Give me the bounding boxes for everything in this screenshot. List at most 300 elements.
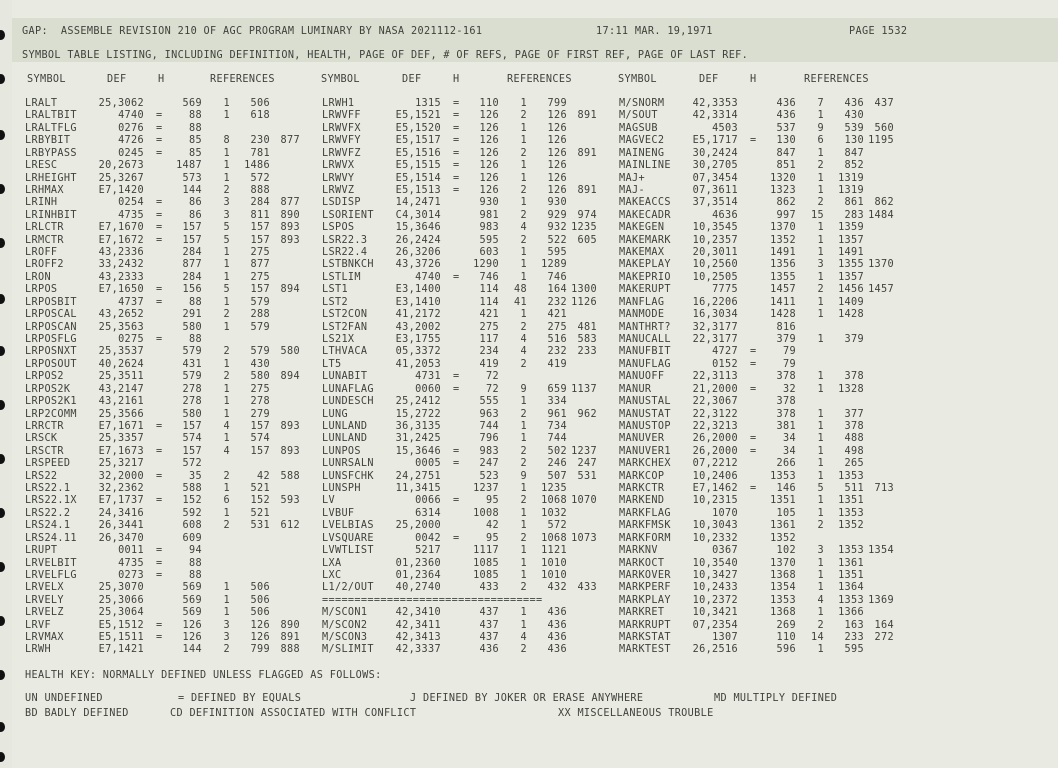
health-key-title: HEALTH KEY: NORMALLY DEFINED UNLESS FLAGGED AS FOLLOWS: — [25, 670, 382, 681]
table-row — [0, 545, 1058, 557]
health-flag: = — [453, 110, 460, 122]
first-ref-page: 929 — [547, 209, 567, 221]
table-row — [0, 173, 1058, 185]
ref-count: 41 — [514, 296, 527, 308]
health-flag: = — [156, 495, 163, 507]
table-row — [0, 135, 1058, 147]
def-page: 847 — [776, 147, 796, 159]
symbol-name: MARKPERF — [619, 582, 671, 594]
health-key-xx: XX MISCELLANEOUS TROUBLE — [558, 708, 714, 719]
definition-value: 07,2354 — [692, 619, 738, 631]
def-page: 1355 — [770, 271, 796, 283]
ref-count: 1 — [817, 110, 824, 122]
symbol-name: MARKFLAG — [619, 507, 671, 519]
ref-count: 1 — [520, 483, 527, 495]
ref-count: 1 — [817, 147, 824, 159]
first-ref-page: 157 — [250, 234, 270, 246]
col-symbol-header: SYMBOL — [27, 74, 66, 85]
health-key-un: UN UNDEFINED — [25, 693, 103, 704]
first-ref-page: 507 — [547, 470, 567, 482]
last-ref-page: 893 — [280, 234, 300, 246]
first-ref-page: 157 — [250, 445, 270, 457]
ref-count: 1 — [817, 607, 824, 619]
health-flag: = — [750, 433, 757, 445]
ref-count: 2 — [223, 470, 230, 482]
symbol-name: LRPOS2 — [25, 371, 64, 383]
table-row — [0, 471, 1058, 483]
symbol-name: MARKCTR — [619, 483, 665, 495]
health-flag: = — [156, 135, 163, 147]
definition-value: 4737 — [118, 296, 144, 308]
symbol-name: LRPOSFLG — [25, 333, 77, 345]
health-key-equals: = DEFINED BY EQUALS — [178, 693, 302, 704]
first-ref-page: 164 — [547, 284, 567, 296]
first-ref-page: 1353 — [838, 470, 864, 482]
symbol-name: MAINENG — [619, 147, 665, 159]
first-ref-page: 1359 — [838, 222, 864, 234]
first-ref-page: 1355 — [838, 259, 864, 271]
first-ref-page: 847 — [844, 147, 864, 159]
first-ref-page: 42 — [257, 470, 270, 482]
first-ref-page: 1353 — [838, 507, 864, 519]
ref-count: 1 — [223, 110, 230, 122]
symbol-name: LUNPOS — [322, 445, 361, 457]
def-page: 437 — [479, 632, 499, 644]
def-page: 72 — [486, 371, 499, 383]
def-page: 555 — [479, 396, 499, 408]
first-ref-page: 275 — [250, 271, 270, 283]
def-page: 1491 — [770, 247, 796, 259]
first-ref-page: 126 — [547, 110, 567, 122]
last-ref-page: 893 — [280, 445, 300, 457]
last-ref-page: 593 — [280, 495, 300, 507]
first-ref-page: 130 — [844, 135, 864, 147]
ref-count: 1 — [223, 594, 230, 606]
def-page: 603 — [479, 247, 499, 259]
definition-value: 25,3070 — [98, 582, 144, 594]
symbol-name: MAINLINE — [619, 160, 671, 172]
ref-count: 1 — [520, 507, 527, 519]
symbol-name: LROFF — [25, 247, 58, 259]
def-page: 981 — [479, 209, 499, 221]
symbol-name: LVBUF — [322, 507, 355, 519]
ref-count: 1 — [223, 160, 230, 172]
health-flag: = — [453, 271, 460, 283]
def-page: 816 — [776, 321, 796, 333]
def-page: 851 — [776, 160, 796, 172]
def-page: 152 — [182, 495, 202, 507]
symbol-name: LRHMAX — [25, 184, 64, 196]
ref-count: 1 — [817, 433, 824, 445]
first-ref-page: 279 — [250, 408, 270, 420]
definition-value: E7,1670 — [98, 222, 144, 234]
def-page: 431 — [182, 358, 202, 370]
col-references-header: REFERENCES — [210, 74, 275, 85]
ref-count: 1 — [520, 607, 527, 619]
symbol-name: LSTBNKCH — [322, 259, 374, 271]
first-ref-page: 419 — [547, 358, 567, 370]
first-ref-page: 579 — [250, 321, 270, 333]
last-ref-page: 1457 — [868, 284, 894, 296]
definition-value: 4731 — [415, 371, 441, 383]
symbol-name: LST1 — [322, 284, 348, 296]
first-ref-page: 265 — [844, 458, 864, 470]
ref-count: 1 — [223, 147, 230, 159]
last-ref-page: 893 — [280, 222, 300, 234]
symbol-name: MAGVEC2 — [619, 135, 665, 147]
last-ref-page: 272 — [874, 632, 894, 644]
def-page: 146 — [776, 483, 796, 495]
ref-count: 1 — [223, 321, 230, 333]
first-ref-page: 734 — [547, 420, 567, 432]
listing-datetime: 17:11 MAR. 19,1971 — [596, 26, 713, 37]
table-row — [0, 259, 1058, 271]
symbol-name: LRWVZ — [322, 184, 355, 196]
ref-count: 2 — [520, 209, 527, 221]
first-ref-page: 278 — [250, 396, 270, 408]
first-ref-page: 436 — [547, 632, 567, 644]
ref-count: 1 — [520, 557, 527, 569]
last-ref-page: 893 — [280, 420, 300, 432]
first-ref-page: 1068 — [541, 532, 567, 544]
definition-value: 10,2332 — [692, 532, 738, 544]
ref-count: 1 — [223, 271, 230, 283]
definition-value: 22,3113 — [692, 371, 738, 383]
def-page: 126 — [479, 172, 499, 184]
definition-value: E7,1650 — [98, 284, 144, 296]
symbol-name: LRUPT — [25, 545, 58, 557]
health-flag: = — [453, 371, 460, 383]
first-ref-page: 232 — [547, 296, 567, 308]
symbol-name: MARKOVER — [619, 569, 671, 581]
definition-value: 0275 — [118, 333, 144, 345]
def-page: 1085 — [473, 557, 499, 569]
health-flag: = — [453, 160, 460, 172]
health-flag: = — [156, 632, 163, 644]
definition-value: E5,1515 — [395, 160, 441, 172]
first-ref-page: 1010 — [541, 557, 567, 569]
symbol-name: LRS22.1X — [25, 495, 77, 507]
symbol-name: LSTLIM — [322, 271, 361, 283]
ref-count: 1 — [520, 433, 527, 445]
symbol-name: M/SCON2 — [322, 619, 368, 631]
last-ref-page: 1137 — [571, 383, 597, 395]
ref-count: 1 — [817, 296, 824, 308]
def-page: 144 — [182, 644, 202, 656]
ref-count: 5 — [223, 284, 230, 296]
col-health-header: H — [158, 74, 165, 85]
symbol-name: LRWH1 — [322, 98, 355, 109]
definition-value: 25,3511 — [98, 371, 144, 383]
ref-count: 5 — [817, 483, 824, 495]
health-flag: = — [156, 545, 163, 557]
last-ref-page: 1484 — [868, 209, 894, 221]
definition-value: 07,2212 — [692, 458, 738, 470]
first-ref-page: 126 — [547, 135, 567, 147]
definition-value: 5217 — [415, 545, 441, 557]
table-row — [0, 98, 1058, 110]
definition-value: 4726 — [118, 135, 144, 147]
def-page: 1411 — [770, 296, 796, 308]
first-ref-page: 659 — [547, 383, 567, 395]
ref-count: 2 — [817, 197, 824, 209]
ref-count: 5 — [223, 222, 230, 234]
definition-value: 4735 — [118, 209, 144, 221]
def-page: 117 — [479, 333, 499, 345]
first-ref-page: 516 — [547, 333, 567, 345]
first-ref-page: 1486 — [244, 160, 270, 172]
definition-value: 0005 — [415, 458, 441, 470]
first-ref-page: 1456 — [838, 284, 864, 296]
def-page: 1008 — [473, 507, 499, 519]
def-page: 34 — [783, 445, 796, 457]
table-row — [0, 421, 1058, 433]
definition-value: 22,3067 — [692, 396, 738, 408]
first-ref-page: 152 — [250, 495, 270, 507]
symbol-name: M/SOUT — [619, 110, 658, 122]
def-page: 86 — [189, 197, 202, 209]
symbol-name: LRESC — [25, 160, 58, 172]
ref-count: 4 — [223, 445, 230, 457]
definition-value: 25,2412 — [395, 396, 441, 408]
def-page: 1361 — [770, 520, 796, 532]
table-row — [0, 309, 1058, 321]
ref-count: 1 — [817, 557, 824, 569]
def-page: 378 — [776, 371, 796, 383]
symbol-name: LUNSFCHK — [322, 470, 374, 482]
def-page: 32 — [783, 383, 796, 395]
def-page: 144 — [182, 184, 202, 196]
last-ref-page: 962 — [577, 408, 597, 420]
ref-count: 2 — [817, 284, 824, 296]
ref-count: 1 — [817, 383, 824, 395]
last-ref-page: 713 — [874, 483, 894, 495]
definition-value: 43,2161 — [98, 396, 144, 408]
def-page: 88 — [189, 296, 202, 308]
ref-count: 2 — [520, 184, 527, 196]
symbol-name: LRMCTR — [25, 234, 64, 246]
def-page: 580 — [182, 321, 202, 333]
def-page: 278 — [182, 383, 202, 395]
def-page: 1085 — [473, 569, 499, 581]
definition-value: 30,2705 — [692, 160, 738, 172]
definition-value: 4740 — [415, 271, 441, 283]
first-ref-page: 502 — [547, 445, 567, 457]
ref-count: 1 — [817, 333, 824, 345]
first-ref-page: 436 — [547, 644, 567, 656]
first-ref-page: 378 — [844, 420, 864, 432]
last-ref-page: 531 — [577, 470, 597, 482]
table-row — [0, 384, 1058, 396]
health-flag: = — [750, 135, 757, 147]
last-ref-page: 877 — [280, 197, 300, 209]
definition-value: 26,2516 — [692, 644, 738, 656]
def-page: 569 — [182, 582, 202, 594]
def-page: 437 — [479, 607, 499, 619]
symbol-name: MAKERUPT — [619, 284, 671, 296]
symbol-name: MARKEND — [619, 495, 665, 507]
definition-value: 0011 — [118, 545, 144, 557]
definition-value: 4636 — [712, 209, 738, 221]
definition-value: 32,2362 — [98, 483, 144, 495]
health-flag: = — [156, 222, 163, 234]
definition-value: 25,3217 — [98, 458, 144, 470]
def-page: 94 — [189, 545, 202, 557]
definition-value: 16,3034 — [692, 309, 738, 321]
symbol-name: LRWH — [25, 644, 51, 656]
health-flag: = — [453, 495, 460, 507]
def-page: 437 — [479, 619, 499, 631]
definition-value: 10,3540 — [692, 557, 738, 569]
ref-count: 1 — [520, 98, 527, 109]
ref-count: 4 — [817, 594, 824, 606]
health-flag: = — [750, 358, 757, 370]
definition-value: E7,1420 — [98, 184, 144, 196]
symbol-name: LRVELBIT — [25, 557, 77, 569]
ref-count: 1 — [520, 271, 527, 283]
definition-value: 32,3177 — [692, 321, 738, 333]
ref-count: 4 — [223, 420, 230, 432]
health-flag: = — [156, 445, 163, 457]
ref-count: 3 — [223, 209, 230, 221]
health-flag: = — [453, 122, 460, 134]
table-row — [0, 322, 1058, 334]
last-ref-page: 891 — [577, 110, 597, 122]
ref-count: 2 — [223, 520, 230, 532]
def-page: 1320 — [770, 172, 796, 184]
first-ref-page: 1032 — [541, 507, 567, 519]
definition-value: 01,2364 — [395, 569, 441, 581]
def-page: 436 — [776, 98, 796, 109]
symbol-name: LRALT — [25, 98, 58, 109]
def-page: 157 — [182, 234, 202, 246]
definition-value: 14,2471 — [395, 197, 441, 209]
definition-value: 36,3135 — [395, 420, 441, 432]
ref-count: 1 — [817, 222, 824, 234]
symbol-name: MARKRUPT — [619, 619, 671, 631]
ref-count: 6 — [817, 135, 824, 147]
first-ref-page: 744 — [547, 433, 567, 445]
definition-value: 10,2372 — [692, 594, 738, 606]
first-ref-page: 595 — [547, 247, 567, 259]
def-page: 278 — [182, 396, 202, 408]
first-ref-page: 961 — [547, 408, 567, 420]
def-page: 579 — [182, 371, 202, 383]
def-page: 877 — [182, 259, 202, 271]
symbol-name: MANUOFF — [619, 371, 665, 383]
last-ref-page: 583 — [577, 333, 597, 345]
definition-value: 6314 — [415, 507, 441, 519]
ref-count: 1 — [520, 309, 527, 321]
def-page: 1117 — [473, 545, 499, 557]
symbol-name: LSPOS — [322, 222, 355, 234]
ref-count: 2 — [817, 619, 824, 631]
definition-value: 24,3416 — [98, 507, 144, 519]
symbol-name: MAKEPLAY — [619, 259, 671, 271]
symbol-name: LVWTLIST — [322, 545, 374, 557]
symbol-name: M/SCON3 — [322, 632, 368, 644]
first-ref-page: 436 — [547, 607, 567, 619]
def-page: 88 — [189, 569, 202, 581]
symbol-name: MAKEACCS — [619, 197, 671, 209]
first-ref-page: 506 — [250, 607, 270, 619]
def-page: 114 — [479, 284, 499, 296]
ref-count: 1 — [817, 234, 824, 246]
def-page: 284 — [182, 271, 202, 283]
definition-value: 1070 — [712, 507, 738, 519]
first-ref-page: 275 — [250, 383, 270, 395]
first-ref-page: 1351 — [838, 569, 864, 581]
def-page: 88 — [189, 557, 202, 569]
last-ref-page: 890 — [280, 619, 300, 631]
definition-value: 01,2360 — [395, 557, 441, 569]
definition-value: 7775 — [712, 284, 738, 296]
first-ref-page: 126 — [547, 122, 567, 134]
first-ref-page: 1352 — [838, 520, 864, 532]
symbol-name: LUNSPH — [322, 483, 361, 495]
def-page: 291 — [182, 309, 202, 321]
ref-count: 3 — [223, 619, 230, 631]
definition-value: 10,2560 — [692, 259, 738, 271]
ref-count: 2 — [223, 371, 230, 383]
symbol-name: MANMODE — [619, 309, 665, 321]
definition-value: 25,2000 — [395, 520, 441, 532]
table-row — [0, 346, 1058, 358]
ref-count: 14 — [811, 632, 824, 644]
symbol-name: LRPOSCAN — [25, 321, 77, 333]
definition-value: 40,2740 — [395, 582, 441, 594]
symbol-name: LRP2COMM — [25, 408, 77, 420]
ref-count: 4 — [520, 346, 527, 358]
def-page: 862 — [776, 197, 796, 209]
definition-value: 10,2406 — [692, 470, 738, 482]
ref-count: 2 — [520, 458, 527, 470]
table-row — [0, 582, 1058, 594]
last-ref-page: 1195 — [868, 135, 894, 147]
table-row — [0, 558, 1058, 570]
def-page: 523 — [479, 470, 499, 482]
symbol-name: MANUFLAG — [619, 358, 671, 370]
last-ref-page: 1235 — [571, 222, 597, 234]
first-ref-page: 1409 — [838, 296, 864, 308]
health-flag: = — [156, 110, 163, 122]
last-ref-page: 164 — [874, 619, 894, 631]
ref-count: 2 — [520, 644, 527, 656]
definition-value: 05,3372 — [395, 346, 441, 358]
definition-value: 31,2425 — [395, 433, 441, 445]
table-row — [0, 433, 1058, 445]
ref-count: 2 — [520, 445, 527, 457]
health-flag: = — [453, 445, 460, 457]
def-page: 85 — [189, 147, 202, 159]
definition-value: 41,2053 — [395, 358, 441, 370]
definition-value: 25,3066 — [98, 594, 144, 606]
symbol-name: LSORIENT — [322, 209, 374, 221]
first-ref-page: 572 — [547, 520, 567, 532]
col-def-header: DEF — [402, 74, 422, 85]
first-ref-page: 852 — [844, 160, 864, 172]
table-row — [0, 632, 1058, 644]
definition-value: E5,1717 — [692, 135, 738, 147]
symbol-name: LUNRSALN — [322, 458, 374, 470]
last-ref-page: 894 — [280, 284, 300, 296]
ref-count: 1 — [520, 396, 527, 408]
symbol-name: LXC — [322, 569, 342, 581]
first-ref-page: 284 — [250, 197, 270, 209]
def-page: 247 — [479, 458, 499, 470]
first-ref-page: 126 — [547, 184, 567, 196]
first-ref-page: 163 — [844, 619, 864, 631]
